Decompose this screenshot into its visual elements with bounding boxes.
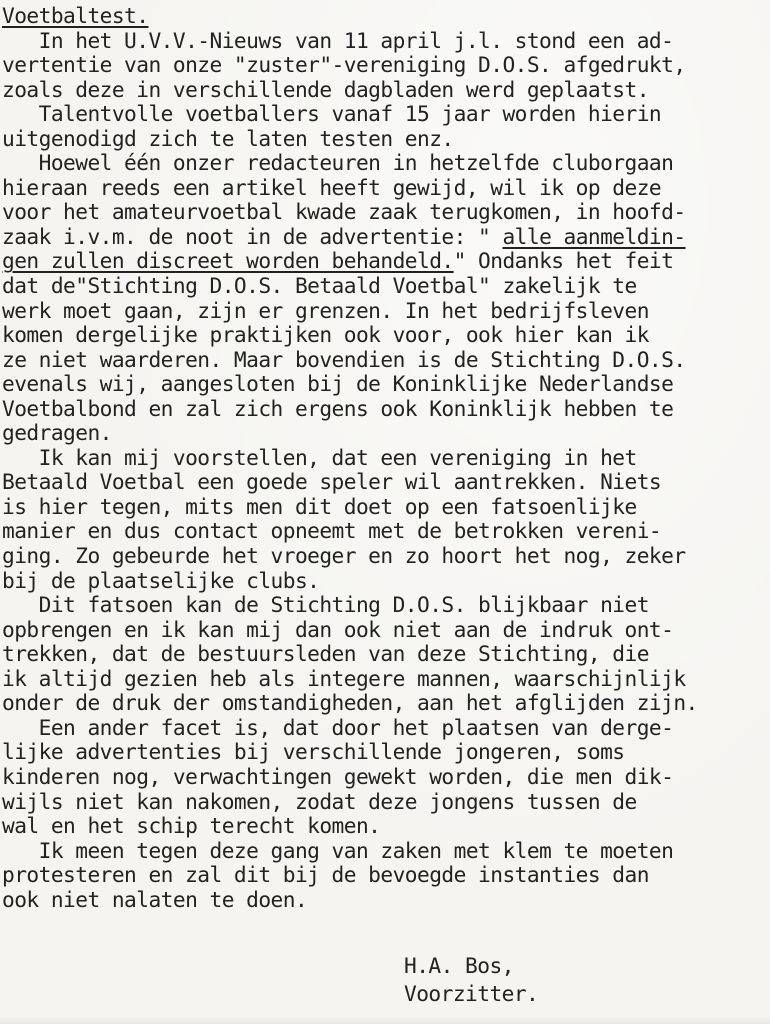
text-segment: zaak i.v.m. de noot in de advertentie: " bbox=[2, 223, 503, 249]
text-line: Voetbalbond en zal zich ergens ook Koninklijk hebben te bbox=[2, 395, 674, 421]
text-line: wal en het schip terecht komen. bbox=[2, 813, 381, 839]
text-line: Hoewel één onzer redacteuren in hetzelfde cluborgaan bbox=[2, 150, 674, 176]
text-line: protesteren en zal dit bij de bevoegde instanties dan bbox=[2, 862, 649, 888]
text-line: werk moet gaan, zijn er grenzen. In het bedrijfsleven bbox=[2, 297, 649, 323]
text-line: bij de plaatselijke clubs. bbox=[2, 567, 320, 593]
text-line: wijls niet kan nakomen, zodat deze jongens tussen de bbox=[2, 788, 637, 814]
text-line: In het U.V.V.-Nieuws van 11 april j.l. stond een ad- bbox=[2, 27, 674, 53]
document-title bbox=[2, 4, 768, 29]
text-line: ik altijd gezien heb als integere mannen, waarschijnlijk bbox=[2, 665, 686, 691]
text-line: zoals deze in verschillende dagbladen werd geplaatst. bbox=[2, 76, 649, 102]
underlined-segment: alle aanmeldin- bbox=[502, 223, 686, 249]
text-line-underlined-start bbox=[2, 225, 768, 250]
text-line: hieraan reeds een artikel heeft gewijd, wil ik op deze bbox=[2, 174, 662, 200]
underlined-segment: gen zullen discreet worden behandeld. bbox=[2, 248, 454, 274]
text-line: lijke advertenties bij verschillende jongeren, soms bbox=[2, 739, 625, 765]
text-line: ze niet waarderen. Maar bovendien is de Stichting D.O.S. bbox=[2, 346, 686, 372]
text-line: ook niet nalaten te doen. bbox=[2, 886, 308, 912]
text-line: voor het amateurvoetbal kwade zaak terugkomen, in hoofd- bbox=[2, 199, 686, 225]
signature-block bbox=[404, 952, 538, 1008]
text-line: uitgenodigd zich te laten testen enz. bbox=[2, 125, 454, 151]
page-edge-shadow bbox=[0, 1016, 770, 1024]
text-line: gedragen. bbox=[2, 420, 112, 446]
text-segment: " Ondanks het feit bbox=[453, 248, 674, 274]
text-line: Talentvolle voetballers vanaf 15 jaar worden hierin bbox=[2, 101, 662, 127]
text-line: dat de"Stichting D.O.S. Betaald Voetbal" zakelijk te bbox=[2, 273, 637, 299]
text-line: Betaald Voetbal een goede speler wil aantrekken. Niets bbox=[2, 469, 662, 495]
text-line: is hier tegen, mits men dit doet op een fatsoenlijke bbox=[2, 493, 637, 519]
text-line: opbrengen en ik kan mij dan ook niet aan de indruk ont- bbox=[2, 616, 674, 642]
text-line: Ik kan mij voorstellen, dat een vereniging in het bbox=[2, 444, 637, 470]
text-line: Een ander facet is, dat door het plaatsen van derge- bbox=[2, 714, 674, 740]
signature-role: Voorzitter. bbox=[404, 981, 539, 1006]
text-line: manier en dus contact opneemt met de betrokken vereni- bbox=[2, 518, 662, 544]
text-line: Ik meen tegen deze gang van zaken met klem te moeten bbox=[2, 837, 674, 863]
text-line: kinderen nog, verwachtingen gewekt worden, die men dik- bbox=[2, 763, 674, 789]
title-text: Voetbaltest. bbox=[2, 3, 149, 28]
text-line-underlined-end bbox=[2, 249, 768, 274]
text-line: Dit fatsoen kan de Stichting D.O.S. blijkbaar niet bbox=[2, 592, 649, 618]
text-line: ging. Zo gebeurde het vroeger en zo hoort het nog, zeker bbox=[2, 543, 686, 569]
text-line: evenals wij, aangesloten bij de Koninklijke Nederlandse bbox=[2, 371, 674, 397]
text-line: trekken, dat de bestuursleden van deze Stichting, die bbox=[2, 641, 649, 667]
text-line: vertentie van onze "zuster"-vereniging D.O.S. afgedrukt, bbox=[2, 52, 686, 78]
signature-name: H.A. Bos, bbox=[404, 953, 514, 978]
text-line: komen dergelijke praktijken ook voor, ook hier kan ik bbox=[2, 322, 649, 348]
document-body bbox=[2, 4, 768, 912]
text-line: onder de druk der omstandigheden, aan het afglijden zijn. bbox=[2, 690, 698, 716]
